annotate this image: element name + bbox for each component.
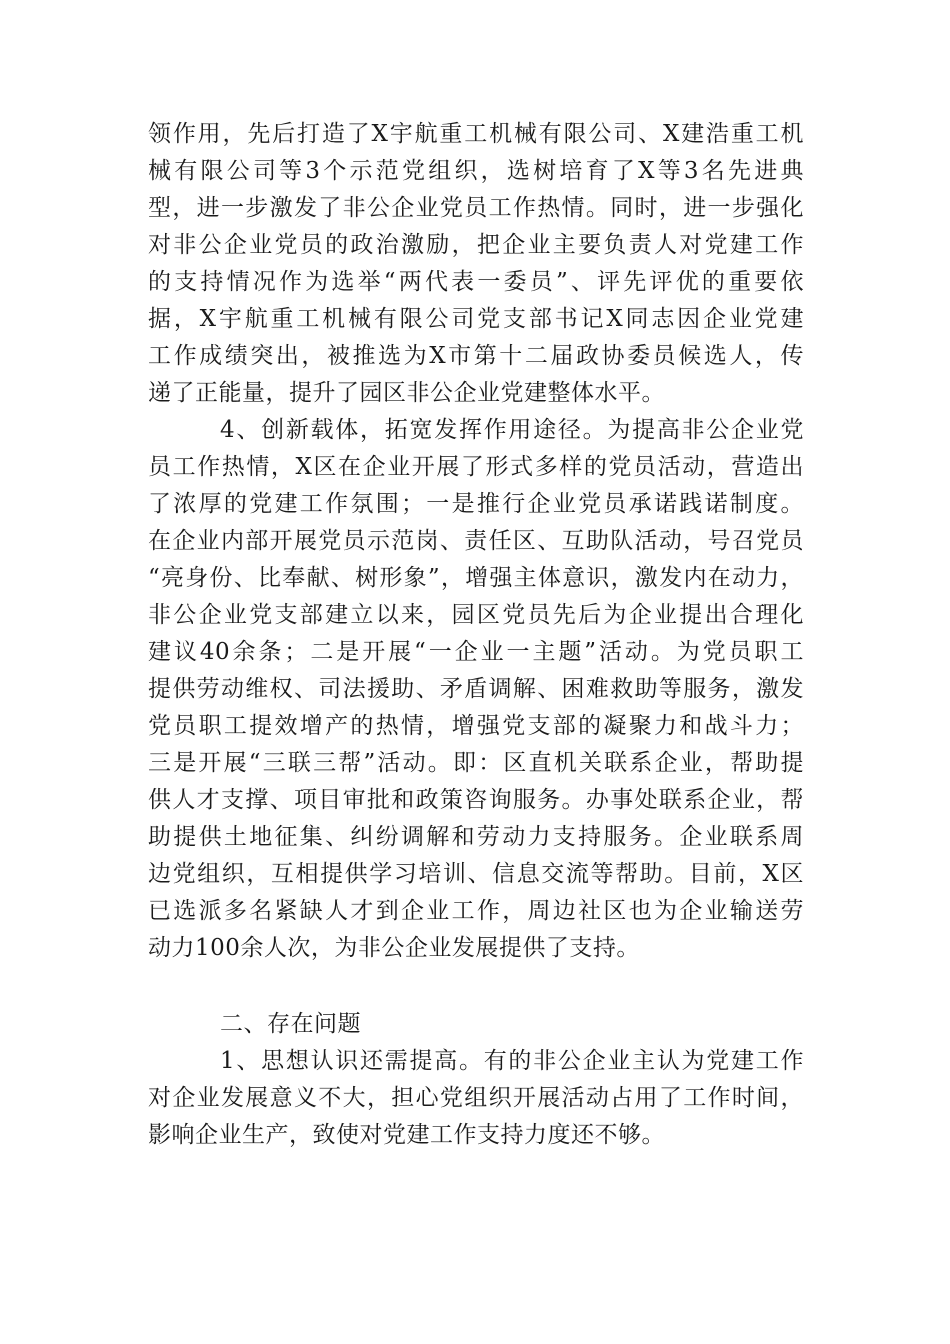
paragraph-line: 4、创新载体，拓宽发挥作用途径。为提高非公企业党 <box>220 417 804 443</box>
paragraph-line: 建议40余条；二是开展“一企业一主题”活动。为党员职工 <box>148 639 804 665</box>
paragraph-line: 对非公企业党员的政治激励，把企业主要负责人对党建工作 <box>148 232 804 258</box>
paragraph-line: 递了正能量，提升了园区非公企业党建整体水平。 <box>148 380 665 406</box>
paragraph-line: 工作成绩突出，被推选为X市第十二届政协委员候选人，传 <box>148 343 804 369</box>
paragraph-line: 了浓厚的党建工作氛围；一是推行企业党员承诺践诺制度。 <box>148 491 804 517</box>
paragraph-line: 三是开展“三联三帮”活动。即：区直机关联系企业，帮助提 <box>148 750 804 776</box>
paragraph-line: 据，X宇航重工机械有限公司党支部书记X同志因企业党建 <box>148 306 804 332</box>
paragraph-line: 助提供土地征集、纠纷调解和劳动力支持服务。企业联系周 <box>148 824 804 850</box>
paragraph-line: 1、思想认识还需提高。有的非公企业主认为党建工作 <box>220 1048 804 1074</box>
paragraph-line: 动力100余人次，为非公企业发展提供了支持。 <box>148 935 640 961</box>
paragraph-line: 影响企业生产，致使对党建工作支持力度还不够。 <box>148 1122 665 1148</box>
paragraph-line: 型，进一步激发了非公企业党员工作热情。同时，进一步强化 <box>148 195 804 221</box>
paragraph-line: 非公企业党支部建立以来，园区党员先后为企业提出合理化 <box>148 602 804 628</box>
paragraph-line: 在企业内部开展党员示范岗、责任区、互助队活动，号召党员 <box>148 528 804 554</box>
paragraph-line: 已选派多名紧缺人才到企业工作，周边社区也为企业输送劳 <box>148 898 804 924</box>
paragraph-line: 提供劳动维权、司法援助、矛盾调解、困难救助等服务，激发 <box>148 676 804 702</box>
paragraph-line: 供人才支撑、项目审批和政策咨询服务。办事处联系企业，帮 <box>148 787 804 813</box>
paragraph-line: 党员职工提效增产的热情，增强党支部的凝聚力和战斗力； <box>148 713 804 739</box>
paragraph-line: 对企业发展意义不大，担心党组织开展活动占用了工作时间， <box>148 1085 804 1111</box>
paragraph-line: 边党组织，互相提供学习培训、信息交流等帮助。目前，X区 <box>148 861 804 887</box>
paragraph-line: 械有限公司等3个示范党组织，选树培育了X等3名先进典 <box>148 158 804 184</box>
paragraph-line: 员工作热情，X区在企业开展了形式多样的党员活动，营造出 <box>148 454 804 480</box>
section-heading: 二、存在问题 <box>220 1011 361 1037</box>
paragraph-line: 的支持情况作为选举“两代表一委员”、评先评优的重要依 <box>148 269 804 295</box>
paragraph-line: “亮身份、比奉献、树形象”，增强主体意识，激发内在动力， <box>148 565 804 591</box>
paragraph-line: 领作用，先后打造了X宇航重工机械有限公司、X建浩重工机 <box>148 121 804 147</box>
